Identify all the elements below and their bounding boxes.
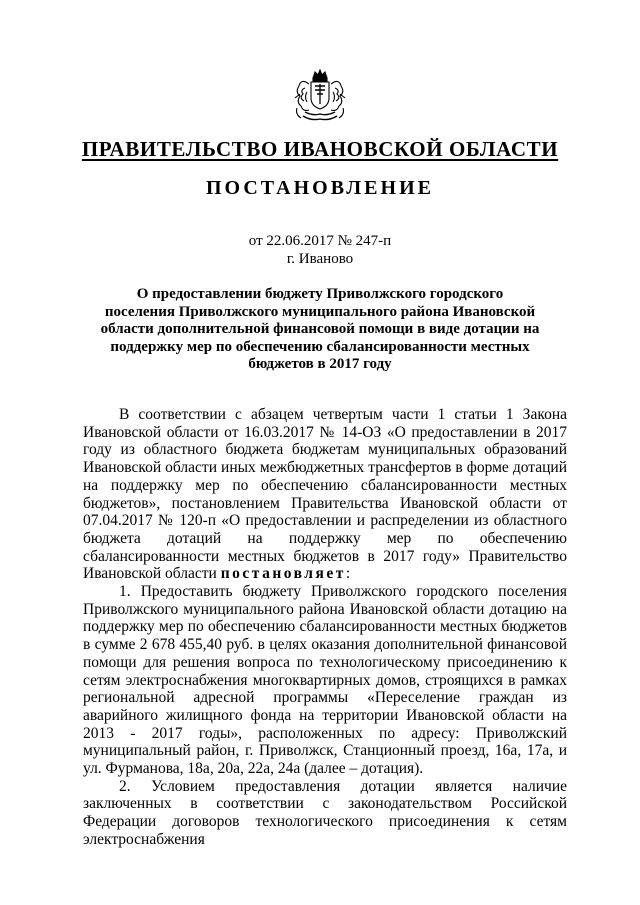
decree-colon: : [345,565,351,583]
coat-of-arms-emblem [291,64,349,124]
clause-1-text: 1. Предоставить бюджету Приволжского городского поселения Приволжского муниципального района Ивановской области дотацию на поддержку мер по обеспечению сбалансированности местных бюджетов в сумме 2 678 455,40 руб. в целях оказания дополнительной финансовой помощи для решения вопроса по технологическому присоединению к сетям электроснабжения многоквартирных домов, строящихся в рамках региональной адресной программы «Переселение граждан из аварийного жилищного фонда на территории Ивановской области на 2013 - 2017 годы», расположенных по адресу: Приволжский муниципальный район, г. Приволжск, Станционный проезд, 16а, 17а, и ул. Фурманова, 18а, 20а, 22а, 24а (далее – дотация). [83,583,567,778]
preamble-text: В соответствии с абзацем четвертым части 1 статьи 1 Закона Ивановской области от 16.03.2017 № 14-ОЗ «О предоставлении в 2017 году из областного бюджета бюджетам муниципальных образований Ивановской области иных межбюджетных трансфертов в форме дотаций на поддержку мер по обеспечению сбалансированности местных бюджетов», постановлением Правительства Ивановской области от 07.04.2017 № 120-п «О предоставлении и распределении из областного бюджета дотаций на поддержку мер по обеспечению сбалансированности местных бюджетов в 2017 году» Правительство Ивановской области [83,406,567,583]
document-type-title: ПОСТАНОВЛЕНИЕ [206,177,434,199]
decree-word: постановляет [220,565,346,583]
government-title: ПРАВИТЕЛЬСТВО ИВАНОВСКОЙ ОБЛАСТИ [81,137,559,161]
document-date-number: от 22.06.2017 № 247-п [248,233,392,249]
clause-1 [83,583,567,778]
clause-2 [83,778,567,849]
document-city: г. Иваново [286,251,354,267]
preamble-paragraph [83,406,567,583]
document-meta [0,232,640,268]
document-body [83,406,567,849]
clause-2-text: 2. Условием предоставления дотации является наличие заключенных в соответствии с законодательством Российской Федерации договоров технологического присоединения к сетям электроснабжения [83,777,567,848]
document-subject: О предоставлении бюджету Приволжского городского поселения Приволжского муниципального района Ивановской области дополнительной финансовой помощи в виде дотации на поддержку мер по обеспечению сбалансированности местных бюджетов в 2017 году [100,286,540,372]
